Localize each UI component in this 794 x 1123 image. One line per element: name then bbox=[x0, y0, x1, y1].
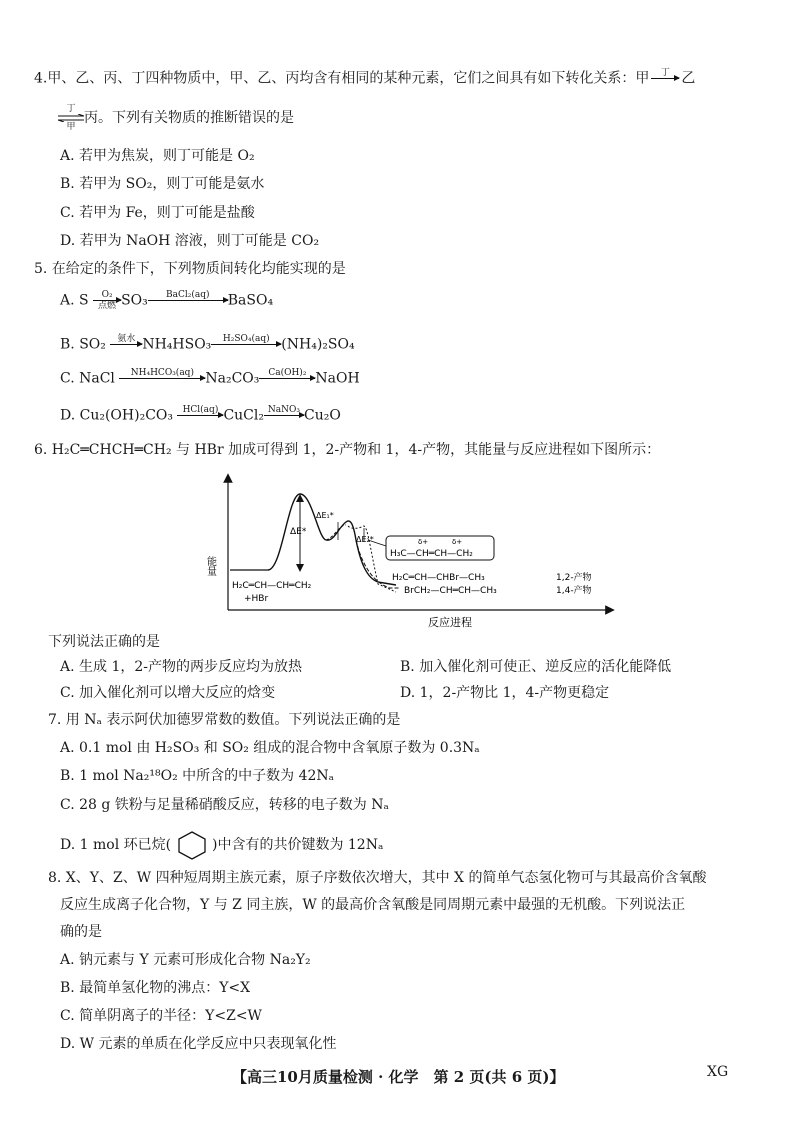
q8-option-b: B. 最简单氢化物的沸点：Y<X bbox=[60, 980, 251, 996]
q7-option-d bbox=[60, 830, 383, 860]
q5c-arrow1 bbox=[119, 368, 205, 389]
q5b-arrow1 bbox=[110, 334, 142, 355]
q5b-label: B. SO₂ bbox=[60, 336, 106, 353]
q4-option-d: D. 若甲为 NaOH 溶液，则丁可能是 CO₂ bbox=[60, 233, 320, 249]
q4-arrow1-label: 丁 bbox=[660, 68, 670, 78]
product-12-label: 1,2-产物 bbox=[556, 573, 592, 583]
delta-e2: ΔE₂* bbox=[356, 535, 374, 544]
reversible-arrow-icon bbox=[58, 114, 84, 122]
q4-arrow2-top: 丁 bbox=[66, 104, 76, 114]
paper-code: XG bbox=[707, 1064, 729, 1080]
q5d-mid: CuCl₂ bbox=[223, 407, 264, 424]
q4-yi: 乙 bbox=[681, 70, 696, 87]
intermediate-formula: H₃C—CH═CH—CH₂ bbox=[390, 549, 473, 559]
reactant-line2: +HBr bbox=[244, 594, 269, 604]
q5c-end: NaOH bbox=[315, 370, 360, 387]
q4-stem-line2 bbox=[58, 104, 294, 132]
q7-option-b: B. 1 mol Na₂¹⁸O₂ 中所含的中子数为 42Nₐ bbox=[60, 768, 335, 784]
q7d-post: )中含有的共价键数为 12Nₐ bbox=[211, 837, 384, 853]
energy-curve bbox=[268, 494, 396, 585]
q8-stem-line1: 8. X、Y、Z、W 四种短周期主族元素，原子序数依次增大，其中 X 的简单气态氢化物可与其最高价含氧酸 bbox=[48, 870, 707, 886]
q6-stem: 6. H₂C═CHCH═CH₂ 与 HBr 加成可得到 1，2-产物和 1，4-产物，其能量与反应进程如下图所示： bbox=[34, 442, 661, 458]
q5b-end: (NH₄)₂SO₄ bbox=[281, 336, 355, 353]
q4-option-c: C. 若甲为 Fe，则丁可能是盐酸 bbox=[60, 205, 255, 221]
q5-option-d bbox=[60, 405, 341, 426]
q5a-arrow1-top: O₂ bbox=[101, 290, 113, 300]
q4-reversible-arrow bbox=[58, 104, 84, 132]
q4-option-a: A. 若甲为焦炭，则丁可能是 O₂ bbox=[60, 148, 255, 164]
product-12-formula: H₂C═CH—CHBr—CH₃ bbox=[392, 573, 485, 583]
q5c-arrow2 bbox=[259, 368, 315, 389]
delta-e-main: ΔE* bbox=[290, 527, 307, 537]
reactant-line1: H₂C═CH—CH═CH₂ bbox=[232, 581, 312, 591]
q4-arrow1 bbox=[651, 68, 679, 89]
q8-option-c: C. 简单阴离子的半径：Y<Z<W bbox=[60, 1008, 262, 1024]
q5c-mid: Na₂CO₃ bbox=[205, 370, 260, 387]
product-14-formula: BrCH₂—CH═CH—CH₃ bbox=[404, 586, 497, 596]
q5b-mid: NH₄HSO₃ bbox=[142, 336, 212, 353]
q5a-end: BaSO₄ bbox=[227, 292, 274, 309]
q8-option-d: D. W 元素的单质在化学反应中只表现氧化性 bbox=[60, 1036, 337, 1052]
q5c-label: C. NaCl bbox=[60, 370, 115, 387]
q7d-pre: D. 1 mol 环已烷( bbox=[60, 837, 172, 853]
q5a-label: A. S bbox=[60, 292, 89, 309]
delta-plus-2: δ+ bbox=[452, 538, 463, 546]
delta-plus-1: δ+ bbox=[418, 538, 429, 546]
delta-e1: ΔE₁* bbox=[316, 511, 334, 520]
q5d-arrow1-top: HCl(aq) bbox=[182, 405, 219, 415]
q5c-arrow2-top: Ca(OH)₂ bbox=[268, 368, 307, 378]
q5d-arrow1 bbox=[177, 405, 223, 426]
q7-option-a: A. 0.1 mol 由 H₂SO₃ 和 SO₂ 组成的混合物中含氧原子数为 0.3Nₐ bbox=[60, 740, 480, 756]
q5a-arrow1-bottom: 点燃 bbox=[98, 301, 117, 311]
q4-stem-line1 bbox=[34, 68, 695, 89]
q7-option-c: C. 28 g 铁粉与足量稀硝酸反应，转移的电子数为 Nₐ bbox=[60, 797, 389, 813]
q5b-arrow2-top: H₂SO₄(aq) bbox=[222, 334, 270, 344]
q5d-arrow2-top: NaNO₃ bbox=[267, 405, 301, 415]
q6-option-c: C. 加入催化剂可以增大反应的焓变 bbox=[60, 685, 276, 701]
q5b-arrow2 bbox=[211, 334, 281, 355]
q5-option-a bbox=[60, 290, 273, 311]
q7-stem: 7. 用 Nₐ 表示阿伏加德罗常数的数值。下列说法正确的是 bbox=[48, 712, 401, 728]
q4-stem-text: 4.甲、乙、丙、丁四种物质中，甲、乙、丙均含有相同的某种元素，它们之间具有如下转化关系：甲 bbox=[34, 70, 650, 87]
q6-option-d: D. 1，2-产物比 1，4-产物更稳定 bbox=[400, 685, 610, 701]
q4-arrow2-bottom: 甲 bbox=[66, 122, 76, 132]
q5d-arrow2 bbox=[264, 405, 304, 426]
energy-diagram bbox=[200, 470, 620, 630]
q5a-arrow2-top: BaCl₂(aq) bbox=[165, 290, 210, 300]
q5b-arrow1-top: 氨水 bbox=[117, 334, 136, 344]
q4-stem-tail: 丙。下列有关物质的推断错误的是 bbox=[84, 110, 294, 126]
q4-option-b: B. 若甲为 SO₂，则丁可能是氨水 bbox=[60, 176, 265, 192]
q5a-mid: SO₃ bbox=[121, 292, 148, 309]
x-axis-label: 反应进程 bbox=[428, 616, 472, 629]
y-axis-label: 能量 bbox=[204, 556, 216, 576]
q6-option-b: B. 加入催化剂可使正、逆反应的活化能降低 bbox=[400, 659, 672, 675]
q5-stem: 5. 在给定的条件下，下列物质间转化均能实现的是 bbox=[34, 261, 346, 277]
q5d-label: D. Cu₂(OH)₂CO₃ bbox=[60, 407, 173, 424]
page-footer: 【高三10月质量检测 · 化学 第 2 页(共 6 页)】 bbox=[232, 1068, 565, 1086]
q5a-arrow2 bbox=[148, 290, 228, 311]
q5d-end: Cu₂O bbox=[303, 407, 341, 424]
q8-stem-line3: 确的是 bbox=[60, 924, 102, 940]
cyclohexane-icon bbox=[176, 830, 208, 860]
q5-option-c bbox=[60, 368, 360, 389]
q8-option-a: A. 钠元素与 Y 元素可形成化合物 Na₂Y₂ bbox=[60, 952, 311, 968]
q5-option-b bbox=[60, 334, 355, 355]
q5a-arrow1 bbox=[93, 290, 121, 311]
q8-stem-line2: 反应生成离子化合物，Y 与 Z 同主族，W 的最高价含氧酸是同周期元素中最强的无机酸。下列说法正 bbox=[60, 897, 686, 913]
q6-lead: 下列说法正确的是 bbox=[48, 634, 160, 650]
q6-option-a: A. 生成 1，2-产物的两步反应均为放热 bbox=[60, 659, 303, 675]
q5c-arrow1-top: NH₄HCO₃(aq) bbox=[130, 368, 194, 378]
product-14-label: 1,4-产物 bbox=[556, 586, 592, 596]
